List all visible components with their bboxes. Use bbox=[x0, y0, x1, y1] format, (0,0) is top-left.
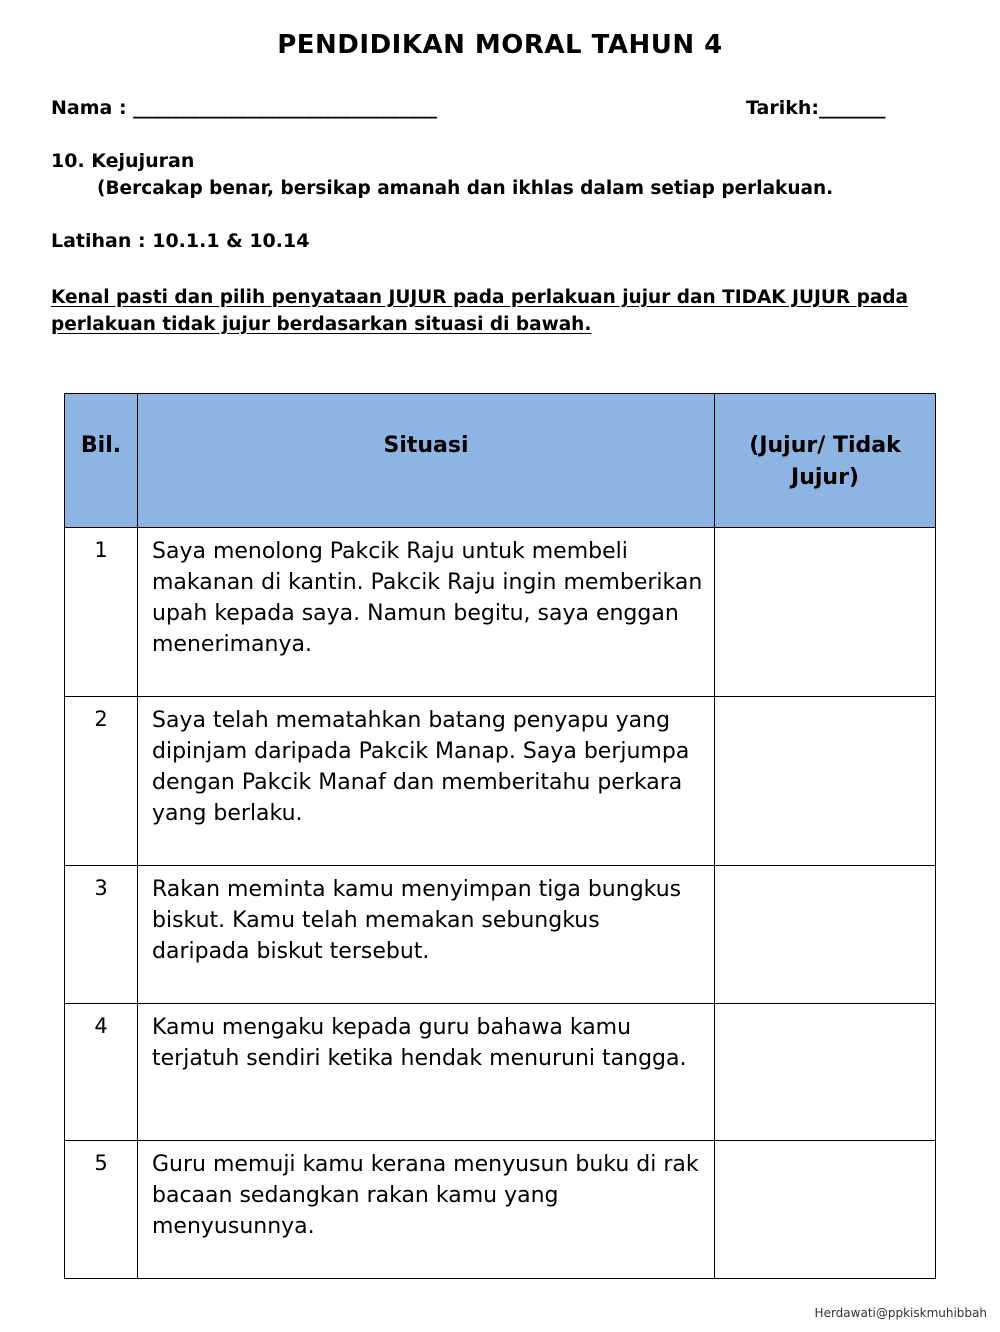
exercise-label: Latihan : 10.1.1 & 10.14 bbox=[51, 230, 310, 252]
answer-cell[interactable] bbox=[715, 528, 936, 697]
situation-text: Rakan meminta kamu menyimpan tiga bungkus biskut. Kamu telah memakan sebungkus daripada biskut tersebut. bbox=[138, 866, 715, 1004]
footer-credit: Herdawati@ppkiskmuhibbah bbox=[814, 1306, 987, 1320]
name-field-label: Nama : ________________________________ bbox=[51, 97, 438, 119]
row-number: 1 bbox=[65, 528, 138, 697]
table-row bbox=[65, 866, 936, 1004]
page-title: PENDIDIKAN MORAL TAHUN 4 bbox=[277, 30, 723, 60]
column-header-answer: (Jujur/ Tidak Jujur) bbox=[715, 394, 936, 528]
row-number: 4 bbox=[65, 1004, 138, 1141]
section-description: (Bercakap benar, bersikap amanah dan ikhlas dalam setiap perlakuan. bbox=[97, 178, 834, 199]
answer-cell[interactable] bbox=[715, 1141, 936, 1279]
answer-cell[interactable] bbox=[715, 866, 936, 1004]
column-header-bil: Bil. bbox=[65, 394, 138, 528]
instruction-text: Kenal pasti dan pilih penyataan JUJUR pada perlakuan jujur dan TIDAK JUJUR pada perlakuan tidak jujur berdasarkan situasi di bawah. bbox=[51, 287, 909, 335]
situation-table bbox=[64, 393, 936, 1279]
situation-text: Saya telah mematahkan batang penyapu yang dipinjam daripada Pakcik Manap. Saya berjumpa dengan Pakcik Manaf dan memberitahu perkara yang berlaku. bbox=[138, 697, 715, 866]
row-number: 5 bbox=[65, 1141, 138, 1279]
section-heading: 10. Kejujuran bbox=[51, 150, 195, 172]
column-header-situasi: Situasi bbox=[138, 394, 715, 528]
row-number: 3 bbox=[65, 866, 138, 1004]
situation-text: Saya menolong Pakcik Raju untuk membeli makanan di kantin. Pakcik Raju ingin memberikan upah kepada saya. Namun begitu, saya enggan menerimanya. bbox=[138, 528, 715, 697]
table-row bbox=[65, 697, 936, 866]
table-row bbox=[65, 1141, 936, 1279]
table-row bbox=[65, 528, 936, 697]
situation-text: Guru memuji kamu kerana menyusun buku di rak bacaan sedangkan rakan kamu yang menyusunnya. bbox=[138, 1141, 715, 1279]
situation-text: Kamu mengaku kepada guru bahawa kamu terjatuh sendiri ketika hendak menuruni tangga. bbox=[138, 1004, 715, 1141]
table-row bbox=[65, 1004, 936, 1141]
answer-cell[interactable] bbox=[715, 697, 936, 866]
answer-cell[interactable] bbox=[715, 1004, 936, 1141]
date-field-label: Tarikh:_______ bbox=[746, 97, 886, 119]
row-number: 2 bbox=[65, 697, 138, 866]
table-header-row bbox=[65, 394, 936, 528]
